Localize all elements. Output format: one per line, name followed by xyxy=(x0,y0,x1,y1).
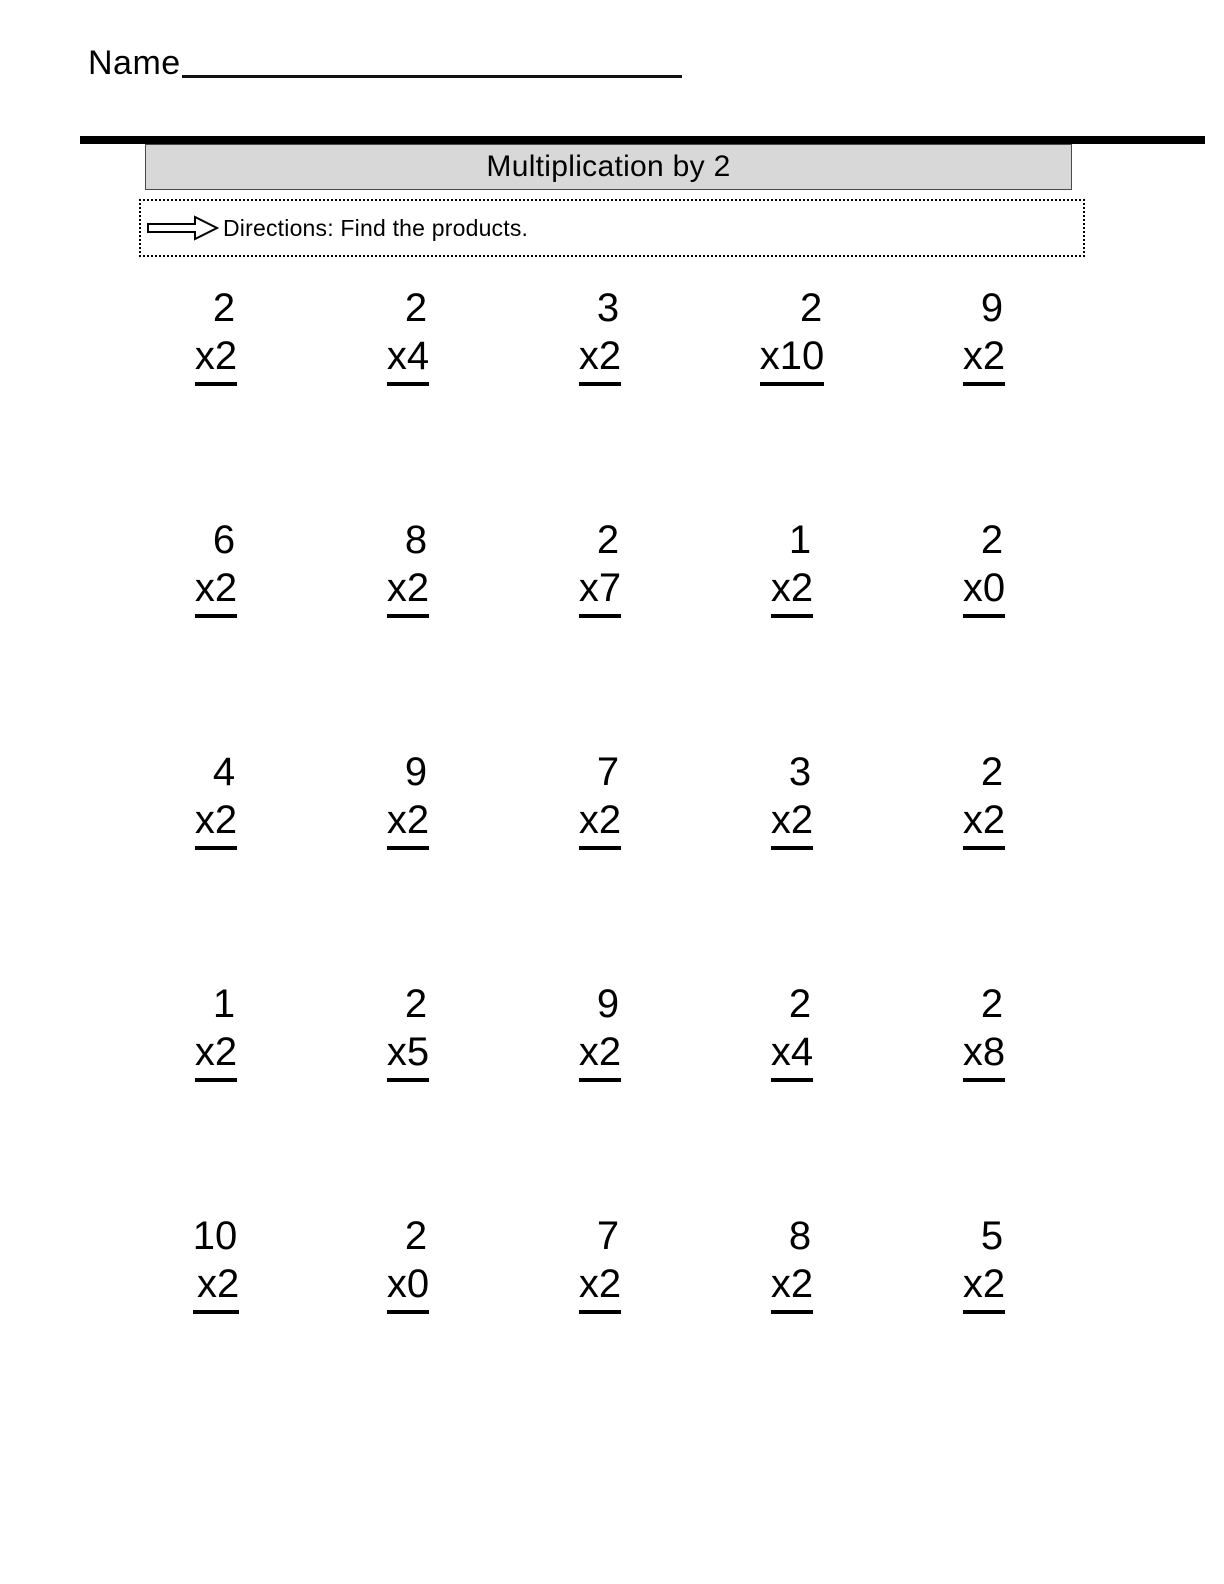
problem-stack xyxy=(195,749,237,850)
multiplier: x2 xyxy=(195,795,237,850)
problem-item xyxy=(888,517,1080,749)
problem-item xyxy=(504,981,696,1213)
problem-item xyxy=(696,981,888,1213)
multiplier: x2 xyxy=(579,1027,621,1082)
problem-stack xyxy=(771,749,813,850)
multiplier: x2 xyxy=(195,563,237,618)
problem-stack xyxy=(963,285,1005,386)
name-write-in-line[interactable] xyxy=(182,75,682,78)
multiplier: x2 xyxy=(771,795,813,850)
multiplier: x2 xyxy=(963,331,1005,386)
multiplier: x2 xyxy=(387,563,429,618)
problem-stack xyxy=(195,981,237,1082)
multiplier: x7 xyxy=(579,563,621,618)
multiplicand: 4 xyxy=(212,750,236,794)
problem-stack xyxy=(193,1213,240,1314)
multiplicand: 2 xyxy=(596,518,620,562)
problem-stack xyxy=(579,749,621,850)
problem-item xyxy=(696,749,888,981)
problem-item xyxy=(312,1213,504,1445)
name-field-row xyxy=(88,44,682,82)
multiplicand: 9 xyxy=(404,750,428,794)
problem-stack xyxy=(963,981,1005,1082)
multiplicand: 9 xyxy=(596,982,620,1026)
problem-stack xyxy=(387,981,429,1082)
problem-item xyxy=(888,285,1080,517)
problem-item xyxy=(120,517,312,749)
multiplicand: 3 xyxy=(596,286,620,330)
multiplier: x2 xyxy=(963,1259,1005,1314)
problem-item xyxy=(120,749,312,981)
page-title: Multiplication by 2 xyxy=(486,150,731,183)
multiplier: x2 xyxy=(771,563,813,618)
problem-row xyxy=(120,285,1080,517)
problem-stack xyxy=(771,517,813,618)
problem-item xyxy=(888,1213,1080,1445)
problem-item xyxy=(504,517,696,749)
problem-stack xyxy=(387,517,429,618)
multiplicand: 2 xyxy=(788,982,812,1026)
multiplier: x2 xyxy=(579,1259,621,1314)
multiplier: x2 xyxy=(579,795,621,850)
multiplicand: 7 xyxy=(596,750,620,794)
directions-text: Directions: Find the products. xyxy=(223,215,529,241)
multiplicand: 2 xyxy=(980,982,1004,1026)
problem-stack xyxy=(771,981,813,1082)
multiplicand: 9 xyxy=(980,286,1004,330)
multiplier: x0 xyxy=(963,563,1005,618)
multiplier: x4 xyxy=(387,331,429,386)
problem-item xyxy=(120,285,312,517)
multiplicand: 3 xyxy=(788,750,812,794)
problem-item xyxy=(504,285,696,517)
problem-item xyxy=(504,1213,696,1445)
multiplier: x10 xyxy=(760,331,825,386)
problem-item xyxy=(120,1213,312,1445)
multiplier: x2 xyxy=(195,331,237,386)
problem-stack xyxy=(963,1213,1005,1314)
multiplier: x0 xyxy=(387,1259,429,1314)
multiplier: x2 xyxy=(387,795,429,850)
problem-stack xyxy=(387,285,429,386)
problem-item xyxy=(504,749,696,981)
multiplicand: 2 xyxy=(404,982,428,1026)
problem-stack xyxy=(387,1213,429,1314)
multiplier: x2 xyxy=(193,1259,240,1314)
multiplicand: 2 xyxy=(980,750,1004,794)
multiplicand: 6 xyxy=(212,518,236,562)
problem-stack xyxy=(963,517,1005,618)
problem-item xyxy=(696,1213,888,1445)
problem-row xyxy=(120,749,1080,981)
multiplier: x2 xyxy=(771,1259,813,1314)
problem-item xyxy=(888,749,1080,981)
problem-stack xyxy=(760,285,825,386)
problem-stack xyxy=(771,1213,813,1314)
multiplicand: 8 xyxy=(404,518,428,562)
multiplier: x4 xyxy=(771,1027,813,1082)
multiplicand: 10 xyxy=(192,1214,238,1258)
problem-stack xyxy=(579,285,621,386)
multiplicand: 2 xyxy=(980,518,1004,562)
problem-stack xyxy=(579,1213,621,1314)
problem-item xyxy=(312,517,504,749)
problem-item xyxy=(696,517,888,749)
multiplier: x2 xyxy=(963,795,1005,850)
multiplicand: 2 xyxy=(404,286,428,330)
problem-item xyxy=(888,981,1080,1213)
problem-item xyxy=(312,285,504,517)
problem-item xyxy=(312,749,504,981)
multiplier: x8 xyxy=(963,1027,1005,1082)
problem-stack xyxy=(195,285,237,386)
multiplicand: 2 xyxy=(800,286,823,330)
problem-grid xyxy=(120,285,1080,1445)
problem-stack xyxy=(387,749,429,850)
multiplier: x5 xyxy=(387,1027,429,1082)
multiplicand: 7 xyxy=(596,1214,620,1258)
header-divider-bar xyxy=(80,136,1205,144)
multiplier: x2 xyxy=(579,331,621,386)
multiplicand: 5 xyxy=(980,1214,1004,1258)
problem-row xyxy=(120,1213,1080,1445)
multiplier: x2 xyxy=(195,1027,237,1082)
worksheet-title-banner xyxy=(145,144,1072,190)
problem-row xyxy=(120,981,1080,1213)
problem-item xyxy=(696,285,888,517)
problem-item xyxy=(120,981,312,1213)
multiplicand: 2 xyxy=(212,286,236,330)
multiplicand: 1 xyxy=(212,982,236,1026)
multiplicand: 8 xyxy=(788,1214,812,1258)
right-arrow-icon xyxy=(147,215,219,241)
problem-stack xyxy=(579,517,621,618)
multiplicand: 1 xyxy=(788,518,812,562)
multiplicand: 2 xyxy=(404,1214,428,1258)
name-label: Name xyxy=(88,44,181,82)
problem-row xyxy=(120,517,1080,749)
problem-item xyxy=(312,981,504,1213)
problem-stack xyxy=(195,517,237,618)
directions-banner xyxy=(139,199,1085,257)
problem-stack xyxy=(963,749,1005,850)
problem-stack xyxy=(579,981,621,1082)
